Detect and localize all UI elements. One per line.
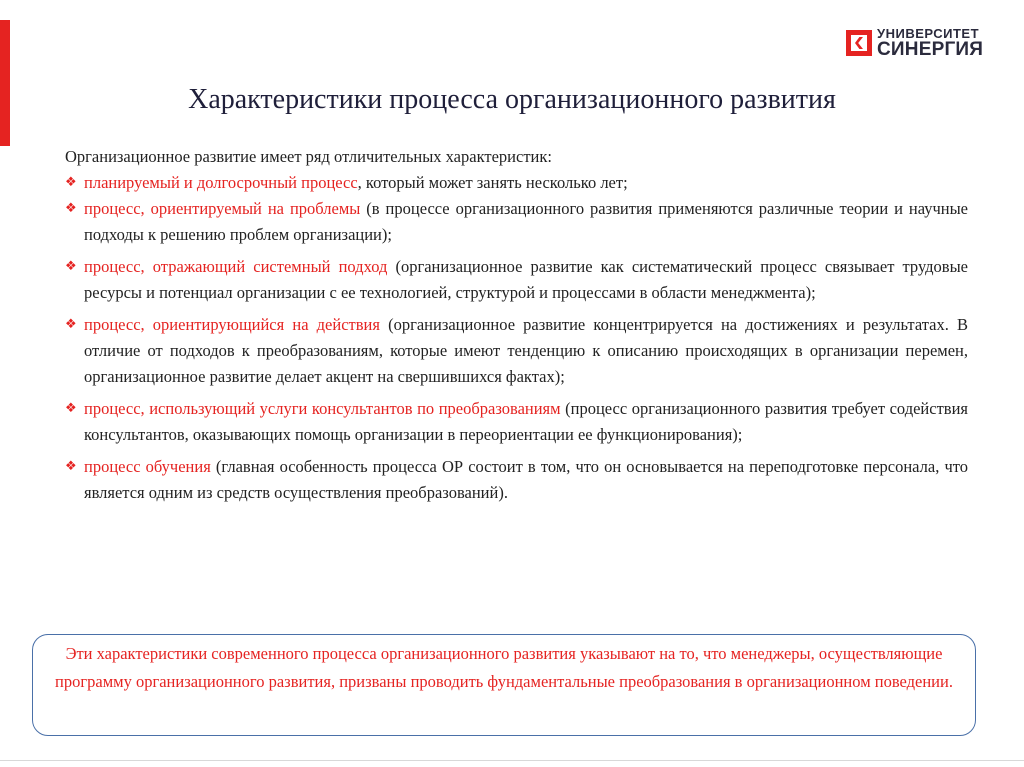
synergy-logo-icon <box>846 30 872 56</box>
item-highlight: процесс, отражающий системный подход <box>84 257 388 276</box>
diamond-bullet-icon: ❖ <box>65 401 77 416</box>
diamond-bullet-icon: ❖ <box>65 201 77 216</box>
characteristics-list <box>65 170 968 506</box>
diamond-bullet-icon: ❖ <box>65 175 77 190</box>
intro-text: Организационное развитие имеет ряд отличительных характеристик: <box>65 147 552 166</box>
list-item <box>65 196 968 248</box>
item-text: (организационное развитие концентрируется на достижениях и результатах. В отличие от подходов к преобразованиям, которые имеют тенденцию к описанию происходящих в организации перемен, организационное развитие делает акцент на свершившихся фактах); <box>84 315 968 386</box>
item-highlight: процесс, ориентирующийся на действия <box>84 315 380 334</box>
list-item <box>65 312 968 390</box>
logo-text <box>877 27 983 59</box>
slide-title: Характеристики процесса организационного развития <box>188 84 836 115</box>
diamond-bullet-icon: ❖ <box>65 459 77 474</box>
university-logo <box>846 26 983 60</box>
bottom-divider <box>0 760 1024 761</box>
slide-body <box>65 144 968 506</box>
diamond-bullet-icon: ❖ <box>65 259 77 274</box>
item-highlight: процесс, использующий услуги консультантов по преобразованиям <box>84 399 561 418</box>
callout-text: Эти характеристики современного процесса организационного развития указывают на то, что менеджеры, осуществляющие программу организационного развития, призваны проводить фундаментальные преобразования в организационном поведении. <box>55 644 953 691</box>
logo-line-1: УНИВЕРСИТЕТ <box>877 26 980 41</box>
item-text: (организационное развитие как систематический процесс связывает трудовые ресурсы и потенциал организации с ее технологией, структурой и процессами в области менеджмента); <box>84 257 968 302</box>
item-text: (в процессе организационного развития применяются различные теории и научные подходы к решению проблем организации); <box>84 199 968 244</box>
item-text: , который может занять несколько лет; <box>357 173 628 192</box>
list-item <box>65 454 968 506</box>
list-item <box>65 170 968 196</box>
item-text: (процесс организационного развития требует содействия консультантов, оказывающих помощь организации в переориентации ее функционирования); <box>84 399 968 444</box>
list-item <box>65 396 968 448</box>
diamond-bullet-icon: ❖ <box>65 317 77 332</box>
list-item <box>65 254 968 306</box>
accent-bar <box>0 20 10 146</box>
item-highlight: процесс обучения <box>84 457 211 476</box>
item-highlight: планируемый и долгосрочный процесс <box>84 173 358 192</box>
conclusion-callout <box>32 634 976 736</box>
item-text: (главная особенность процесса ОР состоит в том, что он основывается на переподготовке персонала, что является одним из средств осуществления преобразований). <box>84 457 968 502</box>
item-highlight: процесс, ориентируемый на проблемы <box>84 199 361 218</box>
logo-line-2: СИНЕРГИЯ <box>877 39 984 60</box>
